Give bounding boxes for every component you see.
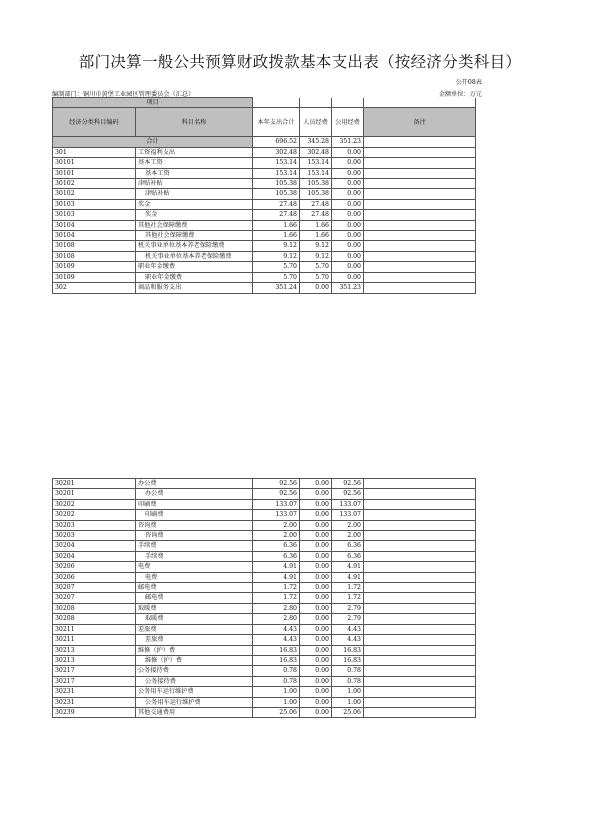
expenditure-table-page1 <box>52 97 476 294</box>
row-code: 30231 <box>53 697 136 707</box>
row-personnel: 0.00 <box>300 697 332 707</box>
table-row <box>53 199 476 209</box>
row-name: 取暖费 <box>136 603 253 613</box>
row-name: 差旅费 <box>136 624 253 634</box>
col-header-remark: 备注 <box>364 108 476 137</box>
row-remark <box>364 220 476 230</box>
table-row <box>53 614 476 624</box>
row-name: 公务用车运行维护费 <box>136 687 253 697</box>
row-total: 9.12 <box>253 251 300 261</box>
table-row <box>53 231 476 241</box>
row-remark <box>364 189 476 199</box>
row-personnel: 0.00 <box>300 499 332 509</box>
row-total: 1.72 <box>253 593 300 603</box>
row-total: 133.07 <box>253 510 300 520</box>
row-remark <box>364 603 476 613</box>
form-number: 公开08表 <box>455 79 482 86</box>
row-total: 153.14 <box>253 158 300 168</box>
page-title: 部门决算一般公共预算财政拨款基本支出表（按经济分类科目） <box>78 53 522 71</box>
row-code: 30108 <box>53 251 136 261</box>
row-name: 其他社会保障缴费 <box>136 220 253 230</box>
row-name: 维修（护）费 <box>136 655 253 665</box>
row-code: 30213 <box>53 655 136 665</box>
row-code: 30103 <box>53 210 136 220</box>
row-public: 4.91 <box>332 562 364 572</box>
table-row <box>53 635 476 645</box>
table-row <box>53 510 476 520</box>
row-total: 153.14 <box>253 168 300 178</box>
row-code: 30109 <box>53 262 136 272</box>
row-code: 30104 <box>53 231 136 241</box>
row-remark <box>364 272 476 282</box>
row-code: 30108 <box>53 241 136 251</box>
row-personnel: 302.48 <box>300 147 332 157</box>
total-personnel: 345.28 <box>300 137 332 147</box>
row-code: 30208 <box>53 614 136 624</box>
row-total: 92.56 <box>253 489 300 499</box>
row-personnel: 0.00 <box>300 562 332 572</box>
row-remark <box>364 551 476 561</box>
table-row <box>53 158 476 168</box>
row-public: 2.00 <box>332 520 364 530</box>
table-row <box>53 541 476 551</box>
table-row <box>53 603 476 613</box>
row-name: 邮电费 <box>136 593 253 603</box>
row-public: 0.00 <box>332 262 364 272</box>
row-name: 其他社会保障缴费 <box>136 231 253 241</box>
row-remark <box>364 241 476 251</box>
row-code: 30102 <box>53 179 136 189</box>
row-total: 351.24 <box>253 283 300 293</box>
row-total: 27.48 <box>253 199 300 209</box>
row-public: 6.36 <box>332 551 364 561</box>
row-name: 公务接待费 <box>136 676 253 686</box>
unit-label: 金额单位：万元 <box>438 91 482 98</box>
row-public: 0.00 <box>332 168 364 178</box>
row-name: 基本工资 <box>136 158 253 168</box>
table-row <box>53 499 476 509</box>
row-remark <box>364 593 476 603</box>
row-remark <box>364 158 476 168</box>
row-code: 302 <box>53 283 136 293</box>
table-row <box>53 666 476 676</box>
row-personnel: 105.38 <box>300 189 332 199</box>
table-row <box>53 220 476 230</box>
col-header-name: 科目名称 <box>136 108 253 137</box>
row-personnel: 0.00 <box>300 645 332 655</box>
row-public: 0.00 <box>332 220 364 230</box>
row-remark <box>364 168 476 178</box>
row-name: 咨询费 <box>136 531 253 541</box>
row-remark <box>364 520 476 530</box>
col-header-personnel: 人员经费 <box>300 108 332 137</box>
row-public: 351.23 <box>332 283 364 293</box>
row-personnel: 0.00 <box>300 520 332 530</box>
row-remark <box>364 583 476 593</box>
row-remark <box>364 489 476 499</box>
row-personnel: 0.00 <box>300 283 332 293</box>
row-personnel: 5.70 <box>300 272 332 282</box>
row-name: 取暖费 <box>136 614 253 624</box>
row-public: 1.00 <box>332 697 364 707</box>
table-row <box>53 283 476 293</box>
row-name: 手续费 <box>136 541 253 551</box>
row-total: 105.38 <box>253 189 300 199</box>
row-remark <box>364 614 476 624</box>
row-code: 30103 <box>53 199 136 209</box>
row-name: 工资福利支出 <box>136 147 253 157</box>
row-remark <box>364 541 476 551</box>
row-code: 30203 <box>53 520 136 530</box>
table-row <box>53 531 476 541</box>
row-name: 津贴补贴 <box>136 179 253 189</box>
row-personnel: 0.00 <box>300 551 332 561</box>
row-total: 6.36 <box>253 541 300 551</box>
table-row <box>53 189 476 199</box>
row-code: 30101 <box>53 158 136 168</box>
row-personnel: 0.00 <box>300 510 332 520</box>
row-total: 0.78 <box>253 676 300 686</box>
row-personnel: 5.70 <box>300 262 332 272</box>
row-public: 4.91 <box>332 572 364 582</box>
row-personnel: 0.00 <box>300 614 332 624</box>
row-personnel: 0.00 <box>300 489 332 499</box>
header-row <box>53 108 476 137</box>
row-name: 公务接待费 <box>136 666 253 676</box>
row-total: 302.48 <box>253 147 300 157</box>
table-row <box>53 645 476 655</box>
row-personnel: 0.00 <box>300 666 332 676</box>
row-personnel: 0.00 <box>300 541 332 551</box>
row-public: 16.83 <box>332 645 364 655</box>
table-row <box>53 707 476 717</box>
row-name: 维修（护）费 <box>136 645 253 655</box>
row-remark <box>364 676 476 686</box>
row-public: 1.00 <box>332 687 364 697</box>
row-personnel: 9.12 <box>300 251 332 261</box>
row-total: 9.12 <box>253 241 300 251</box>
row-personnel: 0.00 <box>300 635 332 645</box>
row-remark <box>364 666 476 676</box>
row-remark <box>364 707 476 717</box>
row-remark <box>364 210 476 220</box>
row-code: 30208 <box>53 603 136 613</box>
row-personnel: 0.00 <box>300 583 332 593</box>
row-total: 4.43 <box>253 635 300 645</box>
row-total: 6.36 <box>253 551 300 561</box>
row-code: 30109 <box>53 272 136 282</box>
row-personnel: 153.14 <box>300 158 332 168</box>
row-total: 27.48 <box>253 210 300 220</box>
row-remark <box>364 624 476 634</box>
row-public: 92.56 <box>332 489 364 499</box>
row-code: 30202 <box>53 510 136 520</box>
header-group-row <box>53 98 476 108</box>
row-public: 2.79 <box>332 614 364 624</box>
row-public: 0.78 <box>332 676 364 686</box>
row-name: 办公费 <box>136 489 253 499</box>
table-row <box>53 520 476 530</box>
table-row <box>53 624 476 634</box>
table-row <box>53 241 476 251</box>
row-personnel: 9.12 <box>300 241 332 251</box>
row-total: 1.00 <box>253 687 300 697</box>
row-name: 差旅费 <box>136 635 253 645</box>
row-code: 30204 <box>53 551 136 561</box>
table-row <box>53 676 476 686</box>
row-personnel: 0.00 <box>300 676 332 686</box>
table-row <box>53 179 476 189</box>
row-public: 0.00 <box>332 231 364 241</box>
table-row <box>53 479 476 489</box>
row-name: 印刷费 <box>136 510 253 520</box>
row-total: 5.70 <box>253 272 300 282</box>
row-name: 机关事业单位基本养老保险缴费 <box>136 241 253 251</box>
row-personnel: 27.48 <box>300 199 332 209</box>
row-total: 133.07 <box>253 499 300 509</box>
row-total: 0.78 <box>253 666 300 676</box>
row-public: 0.00 <box>332 210 364 220</box>
row-code: 30206 <box>53 562 136 572</box>
row-name: 公务用车运行维护费 <box>136 697 253 707</box>
row-code: 30207 <box>53 593 136 603</box>
row-public: 0.00 <box>332 241 364 251</box>
row-public: 0.00 <box>332 272 364 282</box>
table-row <box>53 593 476 603</box>
table-row <box>53 572 476 582</box>
row-code: 30201 <box>53 479 136 489</box>
row-name: 奖金 <box>136 210 253 220</box>
row-total: 1.66 <box>253 220 300 230</box>
row-public: 133.07 <box>332 499 364 509</box>
total-row <box>53 137 476 147</box>
row-public: 4.43 <box>332 624 364 634</box>
row-name: 电费 <box>136 572 253 582</box>
row-remark <box>364 635 476 645</box>
row-code: 30231 <box>53 687 136 697</box>
row-code: 30202 <box>53 499 136 509</box>
table-row <box>53 210 476 220</box>
row-code: 30211 <box>53 635 136 645</box>
row-public: 0.00 <box>332 158 364 168</box>
row-public: 133.07 <box>332 510 364 520</box>
col-header-total: 本年支出合计 <box>253 108 300 137</box>
row-personnel: 0.00 <box>300 572 332 582</box>
expenditure-table-page2 <box>52 478 476 718</box>
row-name: 咨询费 <box>136 520 253 530</box>
row-name: 其他交通费用 <box>136 707 253 717</box>
row-remark <box>364 697 476 707</box>
row-personnel: 0.00 <box>300 479 332 489</box>
table-row <box>53 551 476 561</box>
row-remark <box>364 251 476 261</box>
row-name: 办公费 <box>136 479 253 489</box>
row-public: 0.00 <box>332 147 364 157</box>
row-code: 30104 <box>53 220 136 230</box>
row-remark <box>364 479 476 489</box>
table-row <box>53 489 476 499</box>
row-code: 30201 <box>53 489 136 499</box>
total-remark <box>364 137 476 147</box>
row-total: 2.80 <box>253 603 300 613</box>
row-personnel: 0.00 <box>300 707 332 717</box>
table-row <box>53 147 476 157</box>
table-row <box>53 562 476 572</box>
row-personnel: 0.00 <box>300 593 332 603</box>
row-total: 4.91 <box>253 572 300 582</box>
row-total: 4.91 <box>253 562 300 572</box>
row-name: 津贴补贴 <box>136 189 253 199</box>
total-public: 351.23 <box>332 137 364 147</box>
table-row <box>53 272 476 282</box>
row-name: 基本工资 <box>136 168 253 178</box>
row-code: 30203 <box>53 531 136 541</box>
row-name: 邮电费 <box>136 583 253 593</box>
row-name: 机关事业单位基本养老保险缴费 <box>136 251 253 261</box>
row-remark <box>364 510 476 520</box>
row-remark <box>364 199 476 209</box>
row-remark <box>364 179 476 189</box>
row-public: 0.00 <box>332 199 364 209</box>
row-public: 16.83 <box>332 655 364 665</box>
row-total: 16.83 <box>253 655 300 665</box>
group-header-cell: 项目 <box>53 98 253 108</box>
row-remark <box>364 531 476 541</box>
table-row <box>53 168 476 178</box>
row-code: 30217 <box>53 676 136 686</box>
org-label: 编制部门：铜川市黄堡工业园区管理委员会（汇总） <box>52 91 195 98</box>
row-name: 奖金 <box>136 199 253 209</box>
table-row <box>53 655 476 665</box>
table-row <box>53 687 476 697</box>
row-remark <box>364 655 476 665</box>
row-name: 印刷费 <box>136 499 253 509</box>
row-code: 30217 <box>53 666 136 676</box>
row-remark <box>364 147 476 157</box>
row-total: 92.56 <box>253 479 300 489</box>
row-remark <box>364 645 476 655</box>
row-total: 16.83 <box>253 645 300 655</box>
row-personnel: 105.38 <box>300 179 332 189</box>
row-remark <box>364 283 476 293</box>
table-row <box>53 583 476 593</box>
row-code: 30204 <box>53 541 136 551</box>
row-name: 手续费 <box>136 551 253 561</box>
row-public: 0.00 <box>332 189 364 199</box>
row-code: 301 <box>53 147 136 157</box>
row-personnel: 1.66 <box>300 220 332 230</box>
row-public: 0.00 <box>332 179 364 189</box>
row-name: 商品和服务支出 <box>136 283 253 293</box>
total-amount: 696.52 <box>253 137 300 147</box>
row-code: 30102 <box>53 189 136 199</box>
table-row <box>53 251 476 261</box>
row-total: 2.00 <box>253 531 300 541</box>
row-public: 1.72 <box>332 593 364 603</box>
row-public: 4.43 <box>332 635 364 645</box>
row-personnel: 153.14 <box>300 168 332 178</box>
row-total: 4.43 <box>253 624 300 634</box>
row-code: 30211 <box>53 624 136 634</box>
row-remark <box>364 562 476 572</box>
row-total: 1.72 <box>253 583 300 593</box>
row-personnel: 0.00 <box>300 624 332 634</box>
row-public: 1.72 <box>332 583 364 593</box>
row-code: 30207 <box>53 583 136 593</box>
row-total: 105.38 <box>253 179 300 189</box>
row-code: 30101 <box>53 168 136 178</box>
row-public: 25.06 <box>332 707 364 717</box>
row-code: 30213 <box>53 645 136 655</box>
row-personnel: 0.00 <box>300 687 332 697</box>
row-remark <box>364 262 476 272</box>
table-row <box>53 262 476 272</box>
row-public: 6.36 <box>332 541 364 551</box>
row-total: 2.00 <box>253 520 300 530</box>
row-personnel: 0.00 <box>300 603 332 613</box>
row-personnel: 0.00 <box>300 655 332 665</box>
row-remark <box>364 231 476 241</box>
row-remark <box>364 572 476 582</box>
row-public: 92.56 <box>332 479 364 489</box>
row-code: 30206 <box>53 572 136 582</box>
row-public: 2.79 <box>332 603 364 613</box>
row-total: 2.80 <box>253 614 300 624</box>
row-name: 职业年金缴费 <box>136 272 253 282</box>
row-public: 2.00 <box>332 531 364 541</box>
row-personnel: 1.66 <box>300 231 332 241</box>
table-row <box>53 697 476 707</box>
row-total: 1.66 <box>253 231 300 241</box>
row-remark <box>364 687 476 697</box>
total-label: 合计 <box>53 137 253 147</box>
row-public: 0.00 <box>332 251 364 261</box>
row-personnel: 0.00 <box>300 531 332 541</box>
col-header-public: 公用经费 <box>332 108 364 137</box>
row-remark <box>364 499 476 509</box>
row-name: 职业年金缴费 <box>136 262 253 272</box>
col-header-code: 经济分类科目编码 <box>53 108 136 137</box>
row-name: 电费 <box>136 562 253 572</box>
row-total: 5.70 <box>253 262 300 272</box>
row-personnel: 27.48 <box>300 210 332 220</box>
row-total: 1.00 <box>253 697 300 707</box>
row-public: 0.78 <box>332 666 364 676</box>
row-total: 25.06 <box>253 707 300 717</box>
row-code: 30239 <box>53 707 136 717</box>
